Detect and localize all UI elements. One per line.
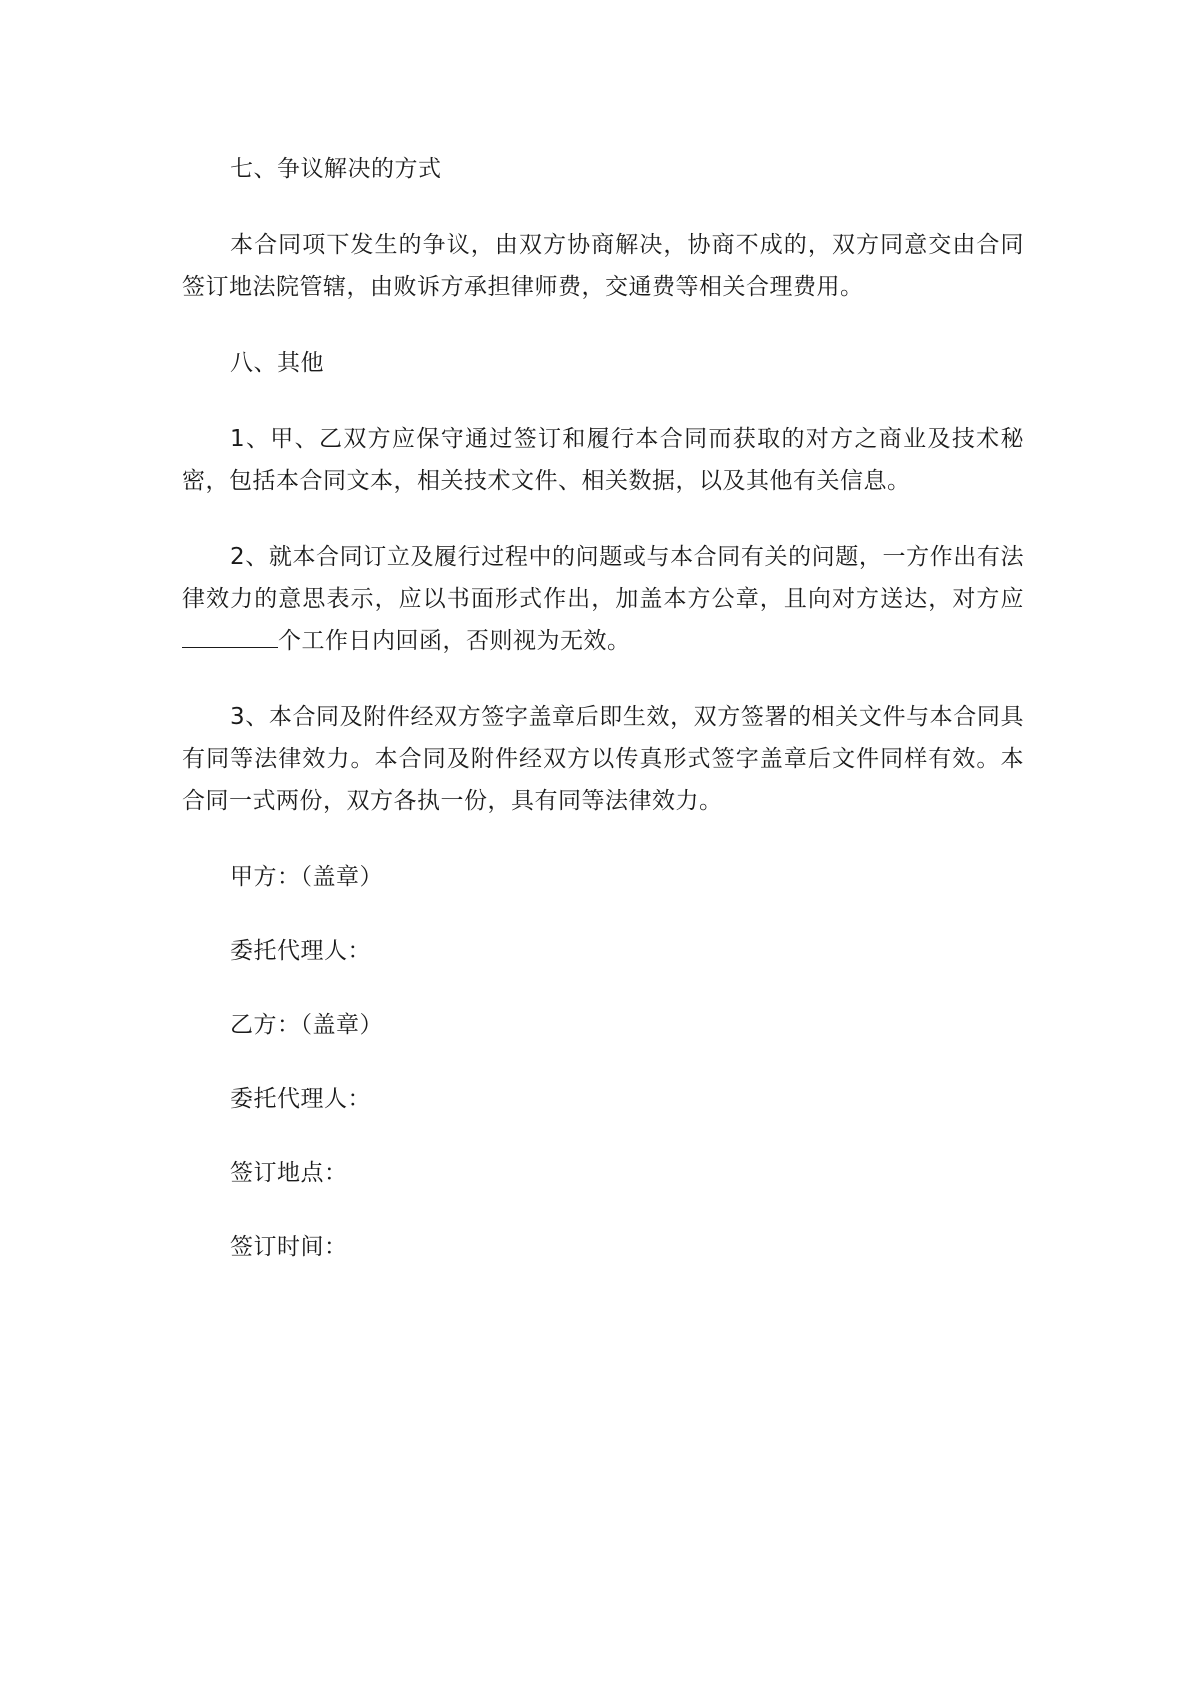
section-7-heading: 七、争议解决的方式 [230,156,442,182]
section-8-item-3: 3、本合同及附件经双方签字盖章后即生效，双方签署的相关文件与本合同具有同等法律效力。本合同及附件经双方以传真形式签字盖章后文件同样有效。本合同一式两份，双方各执一份，具有同等法律效力。 [182,704,1024,814]
party-a-agent: 委托代理人： [230,938,371,964]
document-content [182,148,1024,1300]
section-8-item-2 [182,536,1024,662]
item-2-text-before: 2、就本合同订立及履行过程中的问题或与本合同有关的问题，一方作出有法律效力的意思表示，应以书面形式作出，加盖本方公章，且向对方送达，对方应 [182,544,1024,612]
signing-place: 签订地点： [230,1160,348,1186]
party-b-agent: 委托代理人： [230,1086,371,1112]
party-b-seal: 乙方：（盖章） [230,1012,383,1038]
signing-time: 签订时间： [230,1234,348,1260]
section-8-item-1: 1、甲、乙双方应保守通过签订和履行本合同而获取的对方之商业及技术秘密，包括本合同文本，相关技术文件、相关数据，以及其他有关信息。 [182,426,1024,494]
party-a-seal: 甲方：（盖章） [230,864,383,890]
section-7-body: 本合同项下发生的争议，由双方协商解决，协商不成的，双方同意交由合同签订地法院管辖，由败诉方承担律师费，交通费等相关合理费用。 [182,232,1024,300]
section-8-heading: 八、其他 [230,350,324,376]
item-2-text-after: 个工作日内回函，否则视为无效。 [278,628,631,654]
fill-in-blank [182,625,278,648]
